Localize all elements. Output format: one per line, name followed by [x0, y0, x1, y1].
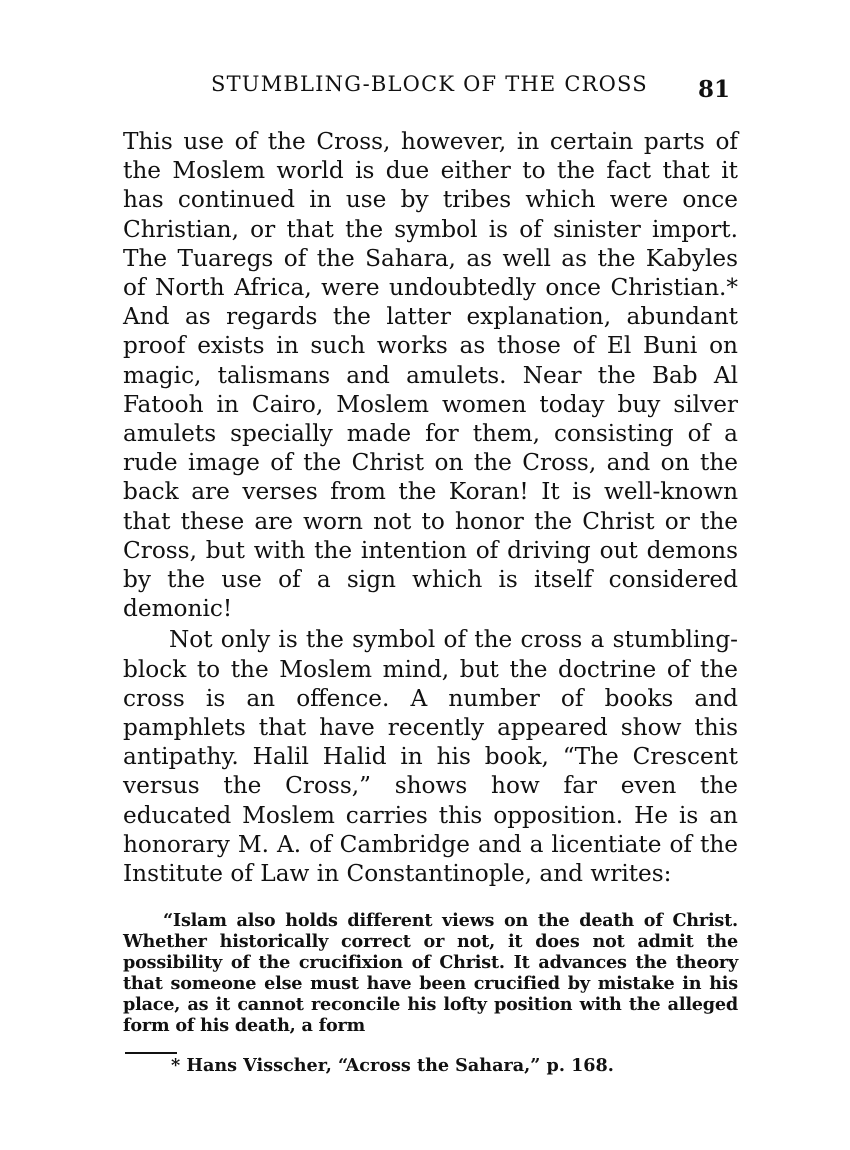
block-quote: “Islam also holds different views on the death of Christ. Whether historically correct or not, it does not admit the possibility of the crucifixion of Christ. It advances the theory that someone else must have been crucified by mistake in his place, as it cannot reconcile his lofty position with the alleged form of his death, a form — [123, 910, 738, 1036]
paragraph-2: Not only is the symbol of the cross a stumbling-block to the Moslem mind, but the doctrine of the cross is an offence. A number of books and pamphlets that have recently appeared show this antipathy. Halil Halid in his book, “The Crescent versus the Cross,” shows how far even the educated Moslem carries this opposition. He is an honorary M. A. of Cambridge and a licentiate of the Institute of Law in Constantinople, and writes: — [123, 626, 738, 888]
paragraph-1: This use of the Cross, however, in certain parts of the Moslem world is due either to the fact that it has continued in use by tribes which were once Christian, or that the symbol is of sinister import. The Tuaregs of the Sahara, as well as the Kabyles of North Africa, were undoubtedly once Christian.* And as regards the latter explanation, abundant proof exists in such works as those of El Buni on magic, talismans and amulets. Near the Bab Al Fatooh in Cairo, Moslem women today buy silver amulets specially made for them, consisting of a rude image of the Christ on the Cross, and on the back are verses from the Koran! It is well-known that these are worn not to honor the Christ or the Cross, but with the intention of driving out demons by the use of a sign which is itself considered demonic! — [123, 128, 738, 623]
running-header — [123, 70, 738, 104]
book-page — [123, 0, 738, 1150]
running-title: STUMBLING-BLOCK OF THE CROSS — [211, 72, 648, 96]
footnote: * Hans Visscher, “Across the Sahara,” p. 168. — [171, 1055, 614, 1076]
page-number: 81 — [697, 76, 730, 103]
body-text — [123, 127, 738, 888]
footnote-rule — [125, 1052, 177, 1054]
